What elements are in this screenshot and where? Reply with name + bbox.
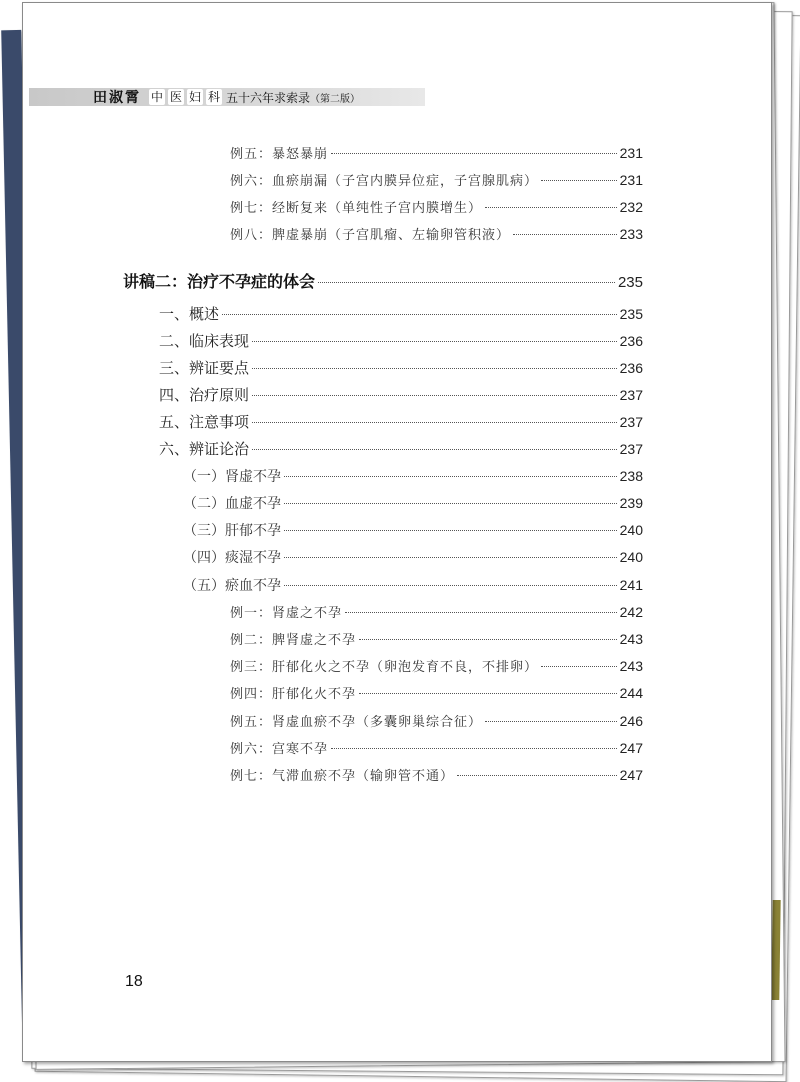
toc-entry [230,602,643,621]
toc-entry-label: 例七：气滞血瘀不孕（输卵管不通） [230,769,455,784]
header-author: 田淑霄 [93,90,141,106]
toc-leader-dots [284,557,617,558]
toc-subsection-entry [183,575,643,595]
toc-section-entry [159,411,643,432]
toc-section-entry [159,438,643,459]
toc-section-entry [159,330,643,351]
toc-entry [230,711,643,730]
toc-section-entry [159,357,643,378]
toc-leader-dots [252,422,617,423]
toc-subsection-label: （三）肝郁不孕 [183,523,281,539]
toc-section-label: 六、辨证论治 [159,441,250,458]
toc-subsection-label: （四）痰湿不孕 [183,550,281,566]
toc-entry-page: 244 [619,685,643,701]
header-series-char: 医 [169,90,182,104]
header-series-char: 科 [207,90,220,104]
toc-leader-dots [359,639,617,640]
book-page [22,2,772,1062]
toc-entry-label: 例五：暴怒暴崩 [230,147,329,162]
toc-subsection-label: （二）血虚不孕 [183,496,281,512]
toc-section-label: 一、概述 [159,306,220,323]
toc-entry-label: 例六：宫寒不孕 [230,742,329,757]
toc-entry-label: 例四：肝郁化火不孕 [230,687,357,702]
toc-entry-page: 235 [617,274,643,291]
toc-leader-dots [541,666,617,667]
toc-entry [230,224,643,243]
running-header [29,88,425,106]
toc-entry [230,656,643,675]
toc-leader-dots [485,207,617,208]
toc-entry-page: 247 [619,767,643,783]
page-stack-accent [771,900,780,1000]
toc-entry-label: 例五：肾虚血瘀不孕（多囊卵巢综合征） [230,715,483,730]
toc-leader-dots [318,282,615,283]
toc-leader-dots [252,395,617,396]
toc-leader-dots [252,449,617,450]
toc-leader-dots [345,612,617,613]
toc-entry-page: 231 [619,172,643,188]
toc-entry [230,197,643,216]
toc-entry-page: 240 [619,522,643,538]
header-series [149,89,222,105]
toc-leader-dots [284,503,617,504]
toc-entry-page: 235 [619,306,643,322]
toc-section-entry [159,384,643,405]
toc-subsection-label: （一）肾虚不孕 [183,469,281,485]
toc-entry-page: 238 [619,468,643,484]
toc-entry-page: 237 [619,387,643,403]
toc-entry-page: 243 [619,658,643,674]
toc-entry [230,738,643,757]
toc-leader-dots [331,748,617,749]
toc-entry-label: 例三：肝郁化火之不孕（卵泡发育不良，不排卵） [230,660,539,675]
toc-entry-page: 237 [619,414,643,430]
toc-entry-page: 241 [619,577,643,593]
header-subtitle: 五十六年求索录 [226,90,311,105]
toc-leader-dots [252,341,617,342]
toc-subsection-label: （五）瘀血不孕 [183,578,281,594]
toc-leader-dots [513,234,617,235]
toc-entry [230,629,643,648]
toc-entry-page: 240 [619,549,643,565]
toc-leader-dots [284,585,617,586]
toc-section-label: 二、临床表现 [159,333,250,350]
toc-section-entry [159,303,643,324]
toc-entry-label: 例八：脾虚暴崩（子宫肌瘤、左输卵管积液） [230,228,511,243]
toc-entry [230,143,643,162]
toc-entry-page: 246 [619,713,643,729]
toc-section-label: 三、辨证要点 [159,360,250,377]
toc-entry-page: 231 [619,145,643,161]
toc-entry [230,765,643,784]
toc-entry-page: 236 [619,360,643,376]
toc-leader-dots [457,775,617,776]
toc-chapter-label: 讲稿二：治疗不孕症的体会 [123,274,316,291]
toc-leader-dots [284,530,617,531]
toc-entry-label: 例六：血瘀崩漏（子宫内膜异位症，子宫腺肌病） [230,174,539,189]
toc-entry-page: 232 [619,199,643,215]
toc-entry-page: 247 [619,740,643,756]
toc-leader-dots [331,153,617,154]
toc-chapter-entry [123,269,643,292]
toc-entry-page: 242 [619,604,643,620]
header-series-char: 妇 [188,90,201,104]
header-edition: （第二版） [310,93,361,105]
toc-section-label: 四、治疗原则 [159,387,250,404]
toc-entry-page: 237 [619,441,643,457]
toc-entry-label: 例七：经断复来（单纯性子宫内膜增生） [230,201,483,216]
toc-entry-page: 243 [619,631,643,647]
toc-subsection-entry [183,466,643,486]
toc-entry-page: 236 [619,333,643,349]
toc-leader-dots [359,693,617,694]
toc-entry-label: 例一：肾虚之不孕 [230,606,343,621]
toc-entry [230,683,643,702]
toc-entry-label: 例二：脾肾虚之不孕 [230,633,357,648]
toc-leader-dots [222,314,617,315]
toc-subsection-entry [183,520,643,540]
toc-leader-dots [284,476,617,477]
toc-leader-dots [252,368,617,369]
toc-entry-page: 233 [619,226,643,242]
toc-subsection-entry [183,493,643,513]
toc-entry [230,170,643,189]
toc-leader-dots [541,180,617,181]
toc-entry-page: 239 [619,495,643,511]
page-number: 18 [125,973,143,990]
header-series-char: 中 [150,90,163,104]
toc-section-label: 五、注意事项 [159,414,250,431]
toc-subsection-entry [183,547,643,567]
toc-leader-dots [485,721,617,722]
